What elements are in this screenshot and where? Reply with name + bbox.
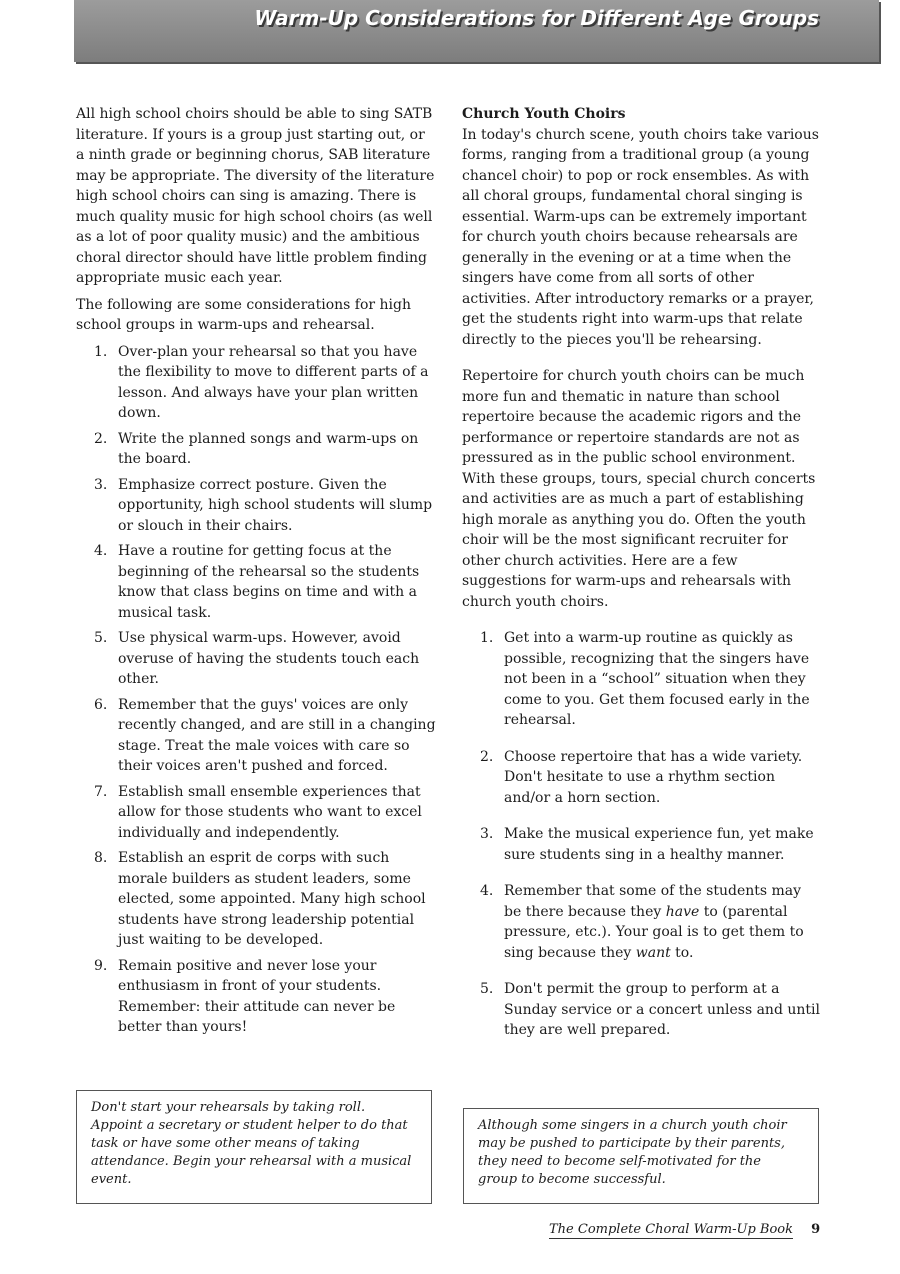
emphasis: have — [665, 903, 700, 920]
church-paragraph-2: Repertoire for church youth choirs can be much more fun and thematic in nature than school repertoire because the academic rigors and the performance or repertoire standards are not as pressured as in the public school environment. With these groups, tours, special church concerts and activities are as much a part of establishing high morale as anything you do. Often the youth choir will be the most significant recruiter for other church activities. Here are a few suggestions for warm-ups and rehearsals with church youth choirs. — [462, 368, 816, 610]
high-school-list — [76, 342, 436, 1038]
tip-box-left — [76, 1090, 432, 1204]
list-item — [76, 628, 436, 690]
item-number: 1. — [480, 630, 494, 646]
list-item — [462, 747, 822, 809]
item-number: 2. — [94, 430, 108, 447]
list-item — [76, 475, 436, 537]
item-text: Emphasize correct posture. Given the opportunity, high school students will slump or slouch in their chairs. — [118, 476, 433, 534]
tip-text: Although some singers in a church youth choir may be pushed to participate by their parents, they need to become self-motivated for the group to become successful. — [478, 1118, 787, 1187]
list-item — [76, 782, 436, 844]
list-item — [76, 429, 436, 470]
page-title: Warm-Up Considerations for Different Age Groups — [254, 6, 819, 30]
section-heading: Church Youth Choirs — [462, 106, 626, 122]
item-number: 7. — [94, 783, 108, 800]
header-banner — [74, 0, 879, 62]
church-list — [462, 628, 822, 1041]
item-text: Over-plan your rehearsal so that you have the flexibility to move to different parts of a lesson. And always have your plan written down. — [118, 343, 429, 421]
item-text: Don't permit the group to perform at a Sunday service or a concert unless and until they are well prepared. — [504, 981, 820, 1038]
item-text: Get into a warm-up routine as quickly as possible, recognizing that the singers have not been in a “school” situation when they come to you. Get them focused early in the rehearsal. — [504, 630, 810, 728]
item-text: Establish small ensemble experiences that allow for those students who want to excel individually and independently. — [118, 783, 422, 841]
item-text-part: Remember that some of the students may be there because they — [504, 883, 802, 920]
item-text: Make the musical experience fun, yet make sure students sing in a healthy manner. — [504, 826, 814, 863]
item-number: 9. — [94, 957, 108, 974]
list-item — [462, 824, 822, 865]
list-item — [76, 848, 436, 951]
item-number: 6. — [94, 696, 108, 713]
item-text: Have a routine for getting focus at the beginning of the rehearsal so the students know that class begins on time and with a musical task. — [118, 543, 420, 621]
list-item — [462, 628, 822, 731]
item-number: 2. — [480, 748, 494, 765]
tip-box-right — [463, 1108, 819, 1204]
emphasis: want — [635, 944, 671, 961]
item-number: 8. — [94, 850, 108, 866]
left-column — [76, 104, 436, 1043]
list-item — [76, 342, 436, 424]
item-text: Choose repertoire that has a wide variety. Don't hesitate to use a rhythm section and/or a horn section. — [504, 748, 803, 806]
list-item — [462, 979, 822, 1041]
list-item — [76, 695, 436, 777]
item-text — [504, 883, 804, 961]
tip-text: Don't start your rehearsals by taking roll. Appoint a secretary or student helper to do that task or have some other means of taking attendance. Begin your rehearsal with a musical event. — [91, 1100, 412, 1187]
item-text: Establish an esprit de corps with such morale builders as student leaders, some elected, some appointed. Many high school students have strong leadership potential just waiting to be developed. — [118, 850, 426, 948]
page-footer — [549, 1222, 820, 1237]
page-number: 9 — [811, 1222, 821, 1237]
item-text: Remember that the guys' voices are only recently changed, and are still in a changing stage. Treat the male voices with care so their voices aren't pushed and forced. — [118, 696, 436, 774]
item-number: 3. — [480, 826, 494, 842]
list-item — [462, 881, 822, 963]
item-number: 5. — [480, 981, 494, 997]
item-text: Write the planned songs and warm-ups on the board. — [118, 430, 419, 467]
item-number: 5. — [94, 630, 108, 646]
item-text-part: to (parental pressure, etc.). Your goal is to get them to sing because they — [504, 903, 804, 961]
list-item — [76, 956, 436, 1038]
item-text: Remain positive and never lose your enthusiasm in front of your students. Remember: their attitude can never be better than yours! — [118, 957, 396, 1035]
book-title: The Complete Choral Warm-Up Book — [549, 1222, 794, 1237]
list-item — [76, 541, 436, 623]
item-number: 4. — [480, 883, 494, 899]
church-paragraph-1: In today's church scene, youth choirs take various forms, ranging from a traditional group (a young chancel choir) to pop or rock ensembles. As with all choral groups, fundamental choral singing is essential. Warm-ups can be extremely important for church youth choirs because rehearsals are generally in the evening or at a time when the singers have come from all sorts of other activities. After introductory remarks or a prayer, get the students right into warm-ups that relate directly to the pieces you'll be rehearsing. — [462, 126, 819, 348]
intro-paragraph: All high school choirs should be able to sing SATB literature. If yours is a group just starting out, or a ninth grade or beginning chorus, SAB literature may be appropriate. The diversity of the literature high school choirs can sing is amazing. There is much quality music for high school choirs (as well as a lot of poor quality music) and the ambitious choral director should have little problem finding appropriate music each year. — [76, 106, 435, 286]
item-text: Use physical warm-ups. However, avoid overuse of having the students touch each other. — [118, 630, 420, 687]
item-number: 4. — [94, 543, 108, 559]
lead-paragraph: The following are some considerations for high school groups in warm-ups and rehearsal. — [76, 296, 412, 333]
item-text-part: to. — [670, 944, 694, 961]
item-number: 1. — [94, 343, 108, 360]
item-number: 3. — [94, 476, 108, 493]
right-column — [462, 104, 822, 1057]
